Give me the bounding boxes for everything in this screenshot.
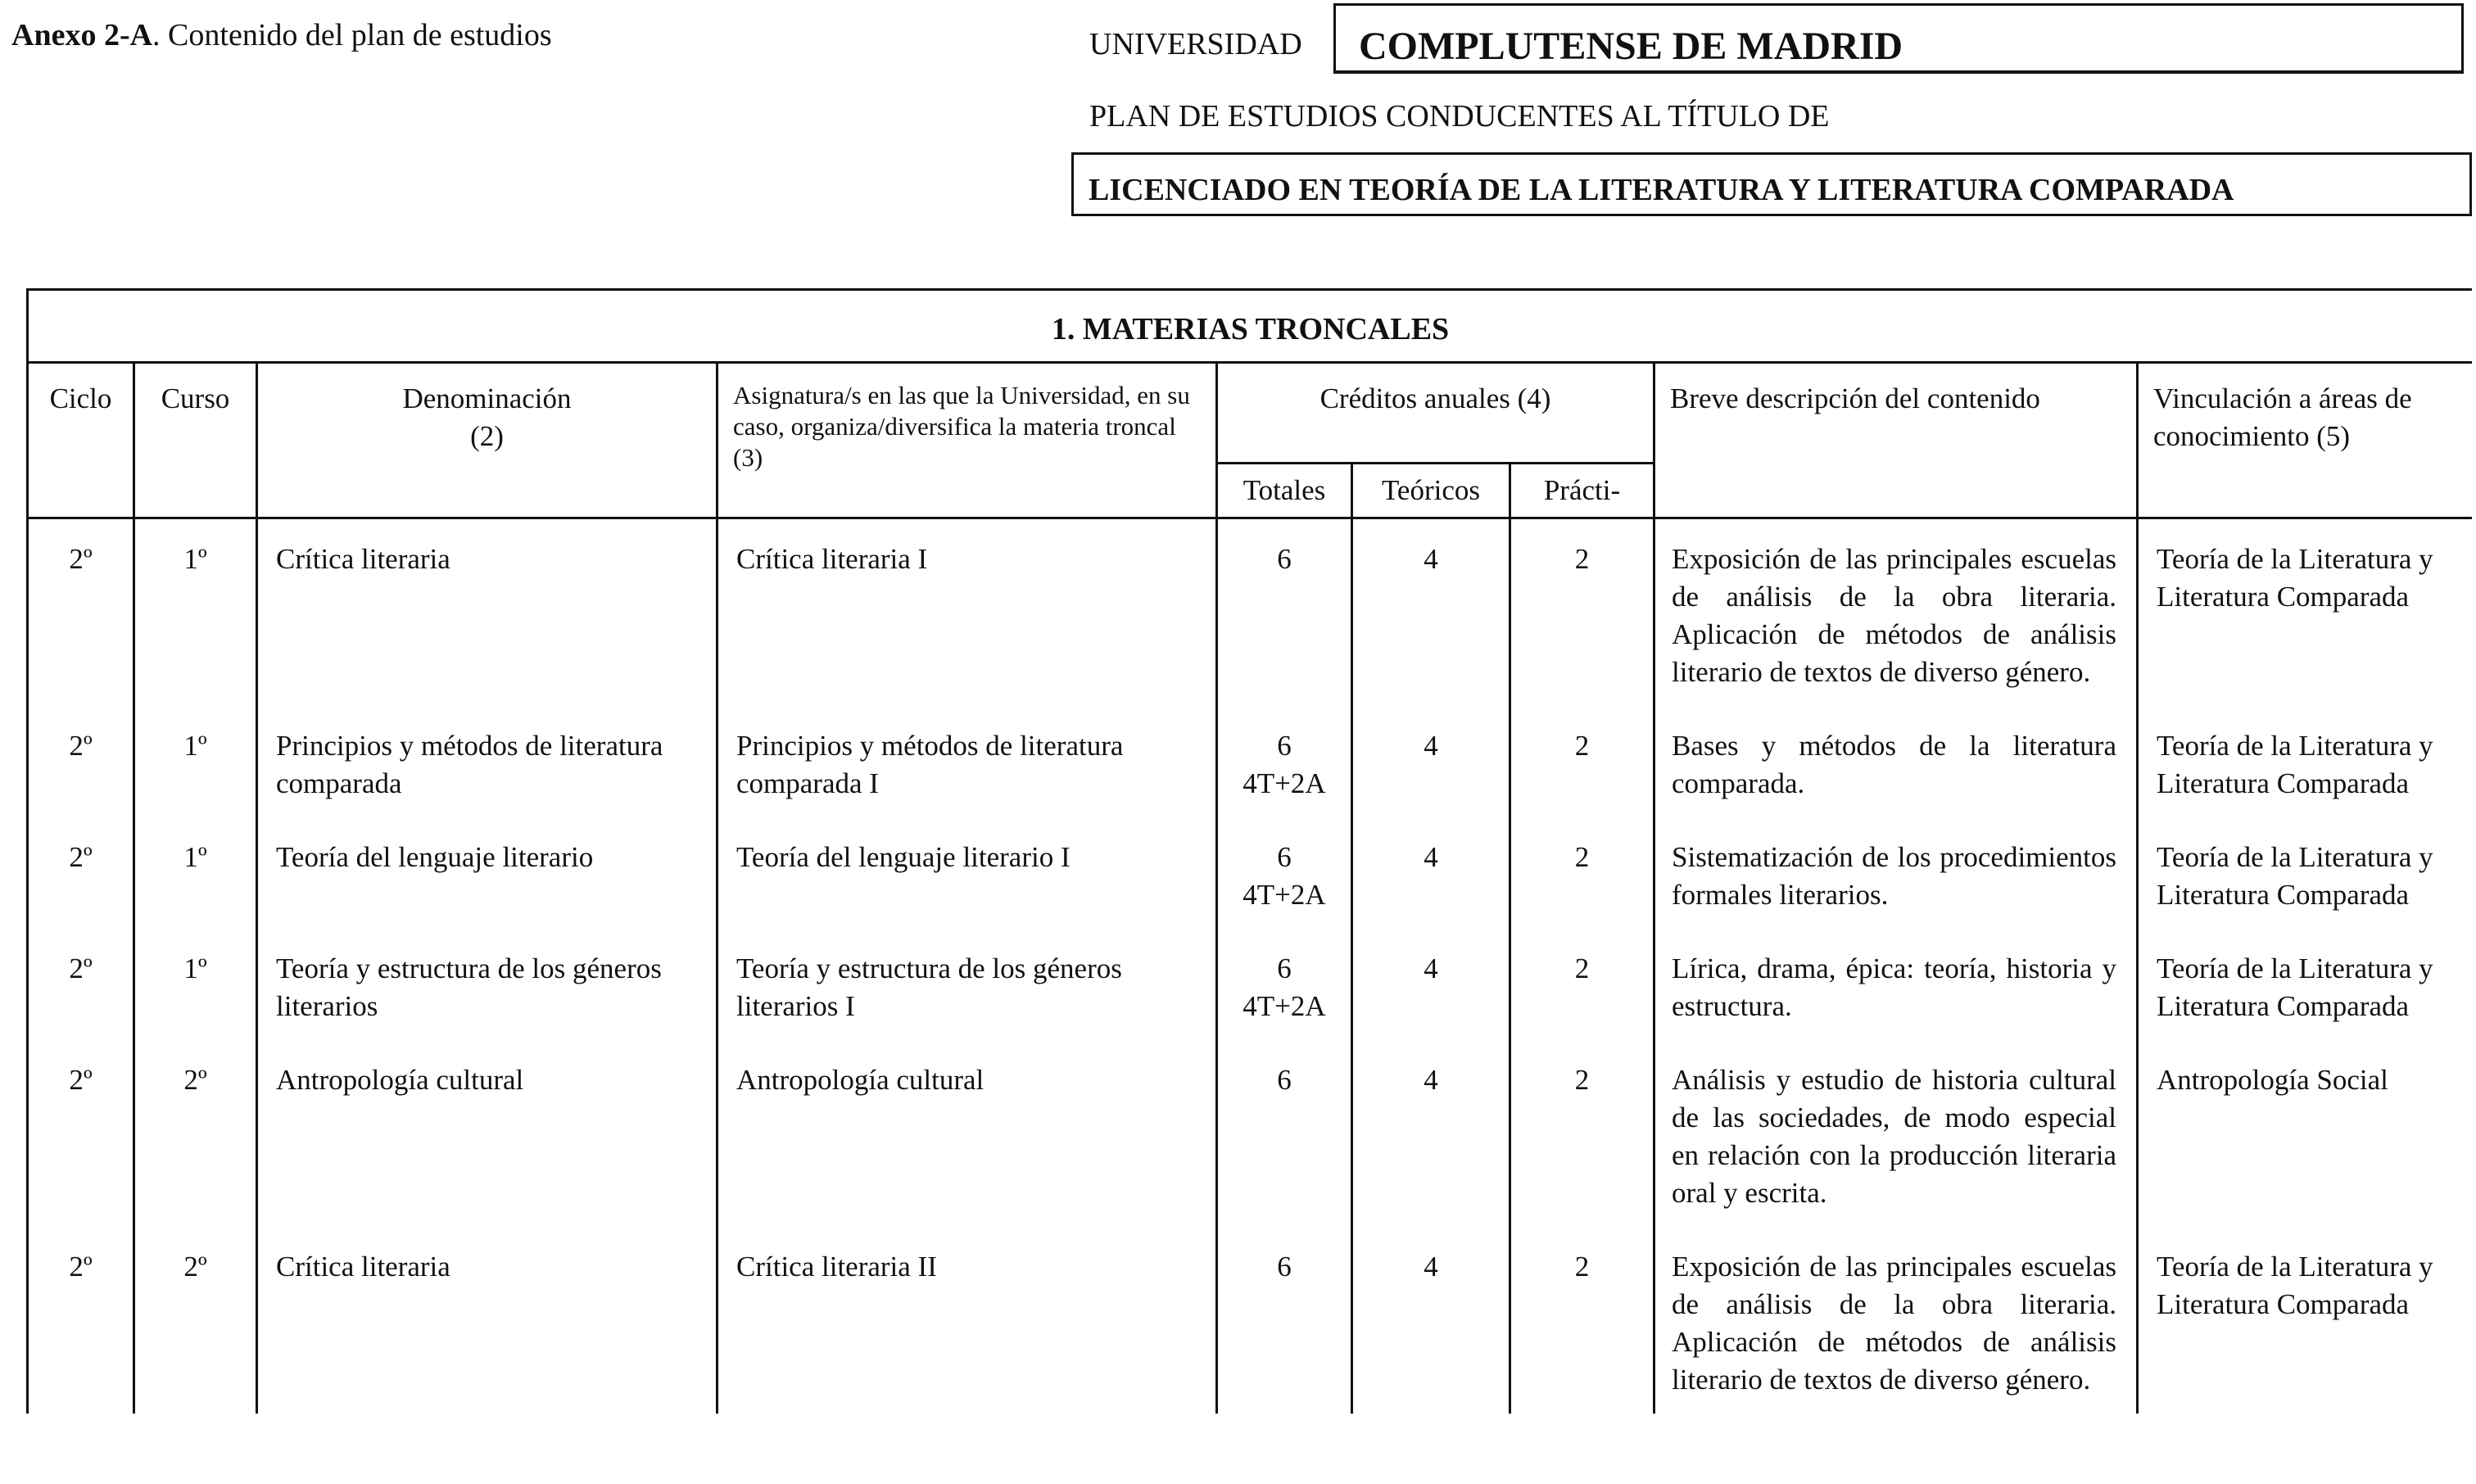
cell-ciclo: 2º	[28, 929, 134, 1040]
cell-totales	[1217, 518, 1352, 707]
cell-asignatura: Crítica literaria II	[717, 1227, 1217, 1414]
cell-totales	[1217, 706, 1352, 817]
table-row	[28, 706, 2473, 817]
totales-detail: 4T+2A	[1243, 879, 1326, 911]
cell-denominacion: Crítica literaria	[257, 518, 717, 707]
table-row	[28, 1227, 2473, 1414]
cell-asignatura: Teoría del lenguaje literario I	[717, 817, 1217, 929]
col-header-practicos: Prácti-	[1510, 464, 1654, 518]
col-header-totales: Totales	[1217, 464, 1352, 518]
cell-totales	[1217, 817, 1352, 929]
cell-vinculacion: Teoría de la Literatura y Literatura Comparada	[2138, 817, 2473, 929]
denominacion-label: Denominación	[402, 382, 572, 414]
col-header-ciclo: Ciclo	[28, 363, 134, 518]
denominacion-note: (2)	[470, 420, 504, 452]
cell-teoricos: 4	[1352, 518, 1510, 707]
cell-asignatura: Antropología cultural	[717, 1040, 1217, 1227]
cell-practicos: 2	[1510, 1040, 1654, 1227]
cell-denominacion: Principios y métodos de literatura comparada	[257, 706, 717, 817]
annex-heading	[11, 15, 552, 56]
cell-teoricos: 4	[1352, 929, 1510, 1040]
cell-denominacion: Teoría y estructura de los géneros literarios	[257, 929, 717, 1040]
cell-curso: 2º	[134, 1040, 257, 1227]
university-label: UNIVERSIDAD	[1089, 27, 1302, 61]
totales-value: 6	[1277, 543, 1292, 575]
totales-value: 6	[1277, 952, 1292, 984]
degree-title-box: LICENCIADO EN TEORÍA DE LA LITERATURA Y LITERATURA COMPARADA	[1071, 152, 2472, 216]
table-row	[28, 1040, 2473, 1227]
cell-ciclo: 2º	[28, 817, 134, 929]
table-row	[28, 817, 2473, 929]
col-header-vinculacion: Vinculación a áreas de conocimiento (5)	[2138, 363, 2473, 518]
university-name-box: COMPLUTENSE DE MADRID	[1333, 3, 2464, 74]
totales-value: 6	[1277, 730, 1292, 762]
col-header-asignaturas: Asignatura/s en las que la Universidad, en su caso, organiza/diversifica la materia troncal (3)	[717, 363, 1217, 518]
cell-vinculacion: Teoría de la Literatura y Literatura Comparada	[2138, 518, 2473, 707]
cell-curso: 1º	[134, 929, 257, 1040]
cell-asignatura: Teoría y estructura de los géneros literarios I	[717, 929, 1217, 1040]
curriculum-table	[26, 288, 2472, 1414]
cell-curso: 1º	[134, 518, 257, 707]
cell-teoricos: 4	[1352, 706, 1510, 817]
cell-ciclo: 2º	[28, 1227, 134, 1414]
cell-totales	[1217, 1040, 1352, 1227]
cell-ciclo: 2º	[28, 1040, 134, 1227]
cell-ciclo: 2º	[28, 518, 134, 707]
cell-ciclo: 2º	[28, 706, 134, 817]
cell-vinculacion: Teoría de la Literatura y Literatura Comparada	[2138, 706, 2473, 817]
cell-practicos: 2	[1510, 817, 1654, 929]
cell-totales	[1217, 1227, 1352, 1414]
cell-descripcion: Exposición de las principales escuelas de análisis de la obra literaria. Aplicación de métodos de análisis literario de textos de diverso género.	[1654, 1227, 2138, 1414]
col-header-teoricos: Teóricos	[1352, 464, 1510, 518]
cell-teoricos: 4	[1352, 1227, 1510, 1414]
cell-practicos: 2	[1510, 1227, 1654, 1414]
totales-detail: 4T+2A	[1243, 767, 1326, 799]
totales-value: 6	[1277, 1251, 1292, 1283]
cell-descripcion: Exposición de las principales escuelas de análisis de la obra literaria. Aplicación de métodos de análisis literario de textos de diverso género.	[1654, 518, 2138, 707]
annex-number: Anexo 2-A	[11, 18, 153, 52]
section-title: 1. MATERIAS TRONCALES	[28, 290, 2473, 363]
cell-teoricos: 4	[1352, 817, 1510, 929]
cell-denominacion: Teoría del lenguaje literario	[257, 817, 717, 929]
table-row	[28, 518, 2473, 707]
cell-curso: 1º	[134, 706, 257, 817]
cell-asignatura: Principios y métodos de literatura comparada I	[717, 706, 1217, 817]
cell-vinculacion: Teoría de la Literatura y Literatura Comparada	[2138, 929, 2473, 1040]
col-header-denominacion	[257, 363, 717, 518]
curriculum-table-wrapper	[26, 288, 2472, 1484]
col-header-curso: Curso	[134, 363, 257, 518]
cell-vinculacion: Antropología Social	[2138, 1040, 2473, 1227]
totales-value: 6	[1277, 841, 1292, 873]
cell-vinculacion: Teoría de la Literatura y Literatura Comparada	[2138, 1227, 2473, 1414]
col-header-descripcion: Breve descripción del contenido	[1654, 363, 2138, 518]
cell-descripcion: Lírica, drama, épica: teoría, historia y estructura.	[1654, 929, 2138, 1040]
cell-practicos: 2	[1510, 706, 1654, 817]
cell-curso: 2º	[134, 1227, 257, 1414]
totales-value: 6	[1277, 1064, 1292, 1096]
plan-label: PLAN DE ESTUDIOS CONDUCENTES AL TÍTULO DE	[1089, 99, 1830, 133]
cell-denominacion: Antropología cultural	[257, 1040, 717, 1227]
cell-descripcion: Bases y métodos de la literatura comparada.	[1654, 706, 2138, 817]
cell-asignatura: Crítica literaria I	[717, 518, 1217, 707]
table-row	[28, 929, 2473, 1040]
cell-totales	[1217, 929, 1352, 1040]
cell-denominacion: Crítica literaria	[257, 1227, 717, 1414]
col-header-creditos: Créditos anuales (4)	[1217, 363, 1654, 464]
cell-teoricos: 4	[1352, 1040, 1510, 1227]
cell-descripcion: Sistematización de los procedimientos formales literarios.	[1654, 817, 2138, 929]
totales-detail: 4T+2A	[1243, 990, 1326, 1022]
annex-description: . Contenido del plan de estudios	[152, 18, 552, 52]
cell-practicos: 2	[1510, 929, 1654, 1040]
cell-practicos: 2	[1510, 518, 1654, 707]
cell-curso: 1º	[134, 817, 257, 929]
cell-descripcion: Análisis y estudio de historia cultural de las sociedades, de modo especial en relación con la producción literaria oral y escrita.	[1654, 1040, 2138, 1227]
